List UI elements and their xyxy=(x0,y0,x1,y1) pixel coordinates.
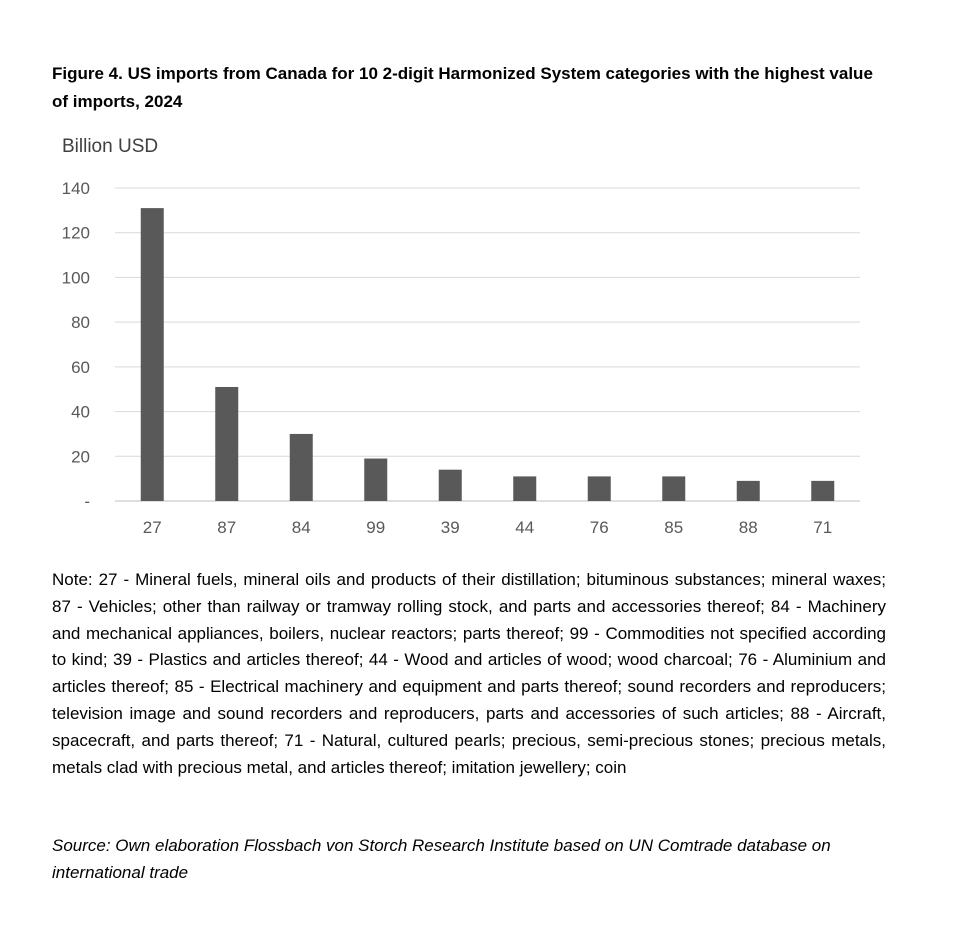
x-tick-label: 44 xyxy=(515,518,535,537)
bar xyxy=(141,208,164,501)
x-tick-label: 84 xyxy=(291,518,311,537)
bar xyxy=(439,470,462,501)
x-tick-label: 27 xyxy=(142,518,162,537)
bar xyxy=(513,476,536,501)
x-tick-label: 71 xyxy=(813,518,833,537)
chart-source: Source: Own elaboration Flossbach von Storch Research Institute based on UN Comtrade database on international trade xyxy=(52,836,831,882)
y-tick-label: 100 xyxy=(61,268,90,288)
bar xyxy=(737,481,760,501)
y-axis-unit-label: Billion USD xyxy=(62,136,159,157)
y-tick-label: 140 xyxy=(61,179,90,198)
y-tick-label: 120 xyxy=(61,223,90,243)
x-tick-label: 39 xyxy=(440,518,460,537)
bar xyxy=(364,459,387,501)
chart-note: Note: 27 - Mineral fuels, mineral oils and products of their distillation; bituminous substances; mineral waxes; 87 - Vehicles; other than railway or tramway rolling stock, and parts and accessories thereof; 84 - Machinery and mechanical appliances, boilers, nuclear reactors; parts thereof; 99 - Commodities not specified according to kind; 39 - Plastics and articles thereof; 44 - Wood and articles of wood; wood charcoal; 76 - Aluminium and articles thereof; 85 - Electrical machinery and equipment and parts thereof; sound recorders and reproducers; television image and sound recorders and reproducers, parts and accessories of such articles; 88 - Aircraft, spacecraft, and parts thereof; 71 - Natural, cultured pearls; precious, semi-precious stones; precious metals, metals clad with precious metal, and articles thereof; imitation jewellery; coin xyxy=(52,570,886,777)
bar xyxy=(588,476,611,501)
y-tick-label: 20 xyxy=(71,447,90,467)
y-tick-label: - xyxy=(84,492,90,511)
x-tick-label: 87 xyxy=(217,518,237,537)
x-tick-label: 85 xyxy=(664,518,684,537)
bar xyxy=(290,434,313,501)
y-tick-label: 40 xyxy=(71,402,90,422)
x-tick-label: 76 xyxy=(589,518,609,537)
bar-chart xyxy=(0,170,960,550)
bar xyxy=(811,481,834,501)
bar xyxy=(215,387,238,501)
y-tick-label: 80 xyxy=(71,313,90,333)
chart-title: Figure 4. US imports from Canada for 10 2-digit Harmonized System categories with the highest value of imports, 2024 xyxy=(52,64,873,111)
x-tick-label: 99 xyxy=(366,518,386,537)
y-tick-label: 60 xyxy=(71,357,90,377)
bar xyxy=(662,476,685,501)
x-tick-label: 88 xyxy=(738,518,758,537)
